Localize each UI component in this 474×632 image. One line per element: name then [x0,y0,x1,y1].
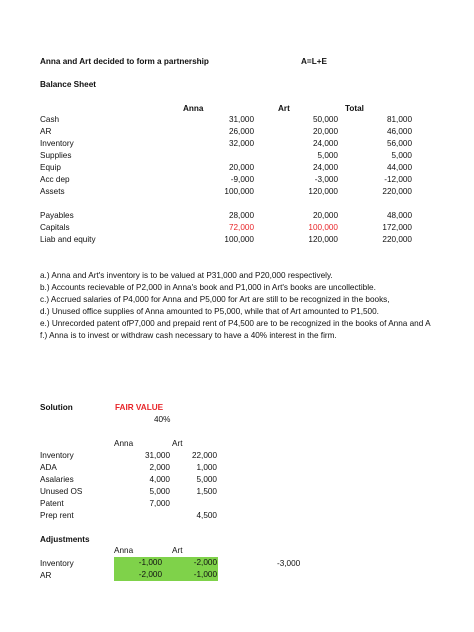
bs-cell-anna: -9,000 [230,175,254,184]
note-e: e.) Unrecorded patent ofP7,000 and prepaid rent of P4,500 are to be recognized in the books of Anna and A [40,319,431,328]
sol-cell-anna: 2,000 [149,463,170,472]
bs-cell-total: 46,000 [386,127,412,136]
adj-cell-extra: -3,000 [277,559,301,568]
balance-sheet-title: Balance Sheet [40,80,96,89]
bs-cell-art: 120,000 [308,187,338,196]
bs-cell-art: 120,000 [308,235,338,244]
bs-cell-anna: 26,000 [228,127,254,136]
adj-cell-anna: -2,000 [114,569,166,581]
bs-row-label: Capitals [40,223,70,232]
bs-cell-art: 24,000 [312,139,338,148]
bs-cell-total: 220,000 [382,235,412,244]
bs-cell-art: 5,000 [317,151,338,160]
bs-header-art: Art [278,104,290,113]
sol-row-label: Patent [40,499,64,508]
bs-cell-anna: 100,000 [224,187,254,196]
document-title: Anna and Art decided to form a partnership [40,57,209,66]
bs-row-label: Acc dep [40,175,70,184]
bs-row-label: AR [40,127,52,136]
sol-cell-anna: 7,000 [149,499,170,508]
bs-header-anna: Anna [183,104,204,113]
sol-cell-anna: 5,000 [149,487,170,496]
bs-cell-total: 220,000 [382,187,412,196]
adj-header-anna: Anna [114,546,134,555]
note-d: d.) Unused office supplies of Anna amounted to P5,000, while that of Art amounted to P1,500. [40,307,379,316]
interest-percent: 40% [154,415,171,424]
bs-row-label: Assets [40,187,65,196]
sol-row-label: Inventory [40,451,74,460]
adjustments-label: Adjustments [40,535,90,544]
bs-cell-art: 20,000 [312,211,338,220]
bs-cell-anna: 20,000 [228,163,254,172]
sol-cell-art: 22,000 [191,451,217,460]
bs-cell-total: 44,000 [386,163,412,172]
adj-row-label: Inventory [40,559,74,568]
bs-cell-total: 56,000 [386,139,412,148]
note-a: a.) Anna and Art's inventory is to be valued at P31,000 and P20,000 respectively. [40,271,333,280]
bs-cell-anna: 100,000 [224,235,254,244]
sol-row-label: ADA [40,463,57,472]
note-c: c.) Accrued salaries of P4,000 for Anna and P5,000 for Art are still to be recognized in the books, [40,295,390,304]
bs-row-label: Equip [40,163,61,172]
fair-value-label: FAIR VALUE [115,403,164,412]
adj-cell-art: -2,000 [166,557,218,569]
bs-cell-anna: 28,000 [228,211,254,220]
bs-cell-art: -3,000 [314,175,338,184]
note-b: b.) Accounts recievable of P2,000 in Anna's book and P1,000 in Art's books are uncollectible. [40,283,376,292]
bs-cell-total: 5,000 [391,151,412,160]
bs-row-label: Supplies [40,151,72,160]
bs-cell-total: 48,000 [386,211,412,220]
adj-header-art: Art [172,546,183,555]
solution-label: Solution [40,403,73,412]
bs-cell-art: 50,000 [312,115,338,124]
bs-cell-total: 172,000 [382,223,412,232]
bs-row-label: Payables [40,211,74,220]
bs-cell-art: 24,000 [312,163,338,172]
equation-label: A=L+E [301,57,327,66]
bs-cell-art: 100,000 [308,223,338,232]
sol-cell-art: 1,000 [196,463,217,472]
sol-cell-art: 4,500 [196,511,217,520]
sol-row-label: Prep rent [40,511,74,520]
sol-cell-anna: 31,000 [144,451,170,460]
adj-row-label: AR [40,571,52,580]
bs-cell-anna: 32,000 [228,139,254,148]
bs-header-total: Total [345,104,364,113]
bs-cell-art: 20,000 [312,127,338,136]
adj-cell-anna: -1,000 [114,557,166,569]
bs-row-label: Liab and equity [40,235,96,244]
sol-row-label: Unused OS [40,487,83,496]
sol-row-label: Asalaries [40,475,74,484]
sol-header-anna: Anna [114,439,134,448]
bs-cell-total: -12,000 [384,175,412,184]
adj-cell-art: -1,000 [166,569,218,581]
sol-cell-anna: 4,000 [149,475,170,484]
bs-cell-anna: 31,000 [228,115,254,124]
sol-header-art: Art [172,439,183,448]
bs-cell-total: 81,000 [386,115,412,124]
bs-row-label: Cash [40,115,60,124]
bs-row-label: Inventory [40,139,74,148]
sol-cell-art: 1,500 [196,487,217,496]
bs-cell-anna: 72,000 [228,223,254,232]
note-f: f.) Anna is to invest or withdraw cash necessary to have a 40% interest in the firm. [40,331,337,340]
sol-cell-art: 5,000 [196,475,217,484]
